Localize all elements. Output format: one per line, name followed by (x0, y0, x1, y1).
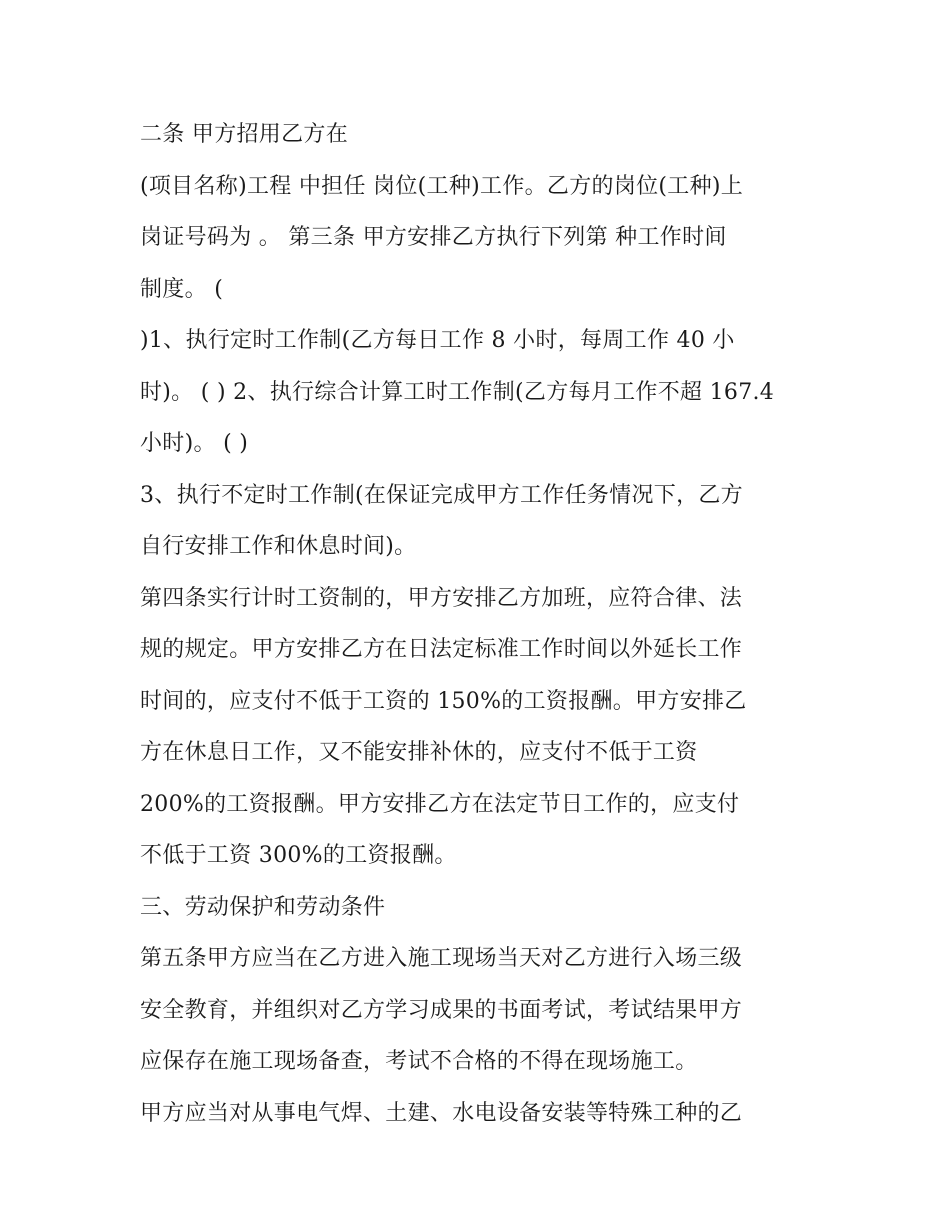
text-line: 3、执行不定时工作制(在保证完成甲方工作任务情况下，乙方 (140, 482, 743, 508)
text-line: 二条 甲方招用乙方在 (140, 122, 348, 147)
text-line: 200%的工资报酬。甲方安排乙方在法定节日工作的，应支付 (140, 791, 740, 817)
section-heading: 三、劳动保护和劳动条件 (140, 894, 386, 920)
text-line: 岗证号码为 。 第三条 甲方安排乙方执行下列第 种工作时间 (140, 225, 727, 250)
text-line: 甲方应当对从事电气焊、土建、水电设备安装等特殊工种的乙 (140, 1100, 743, 1126)
text-line: 时间的，应支付不低于工资的 150%的工资报酬。甲方安排乙 (140, 688, 747, 714)
text-line: 第四条实行计时工资制的，甲方安排乙方加班，应符合律、法 (140, 585, 743, 611)
text-line: 小时)。 ( ) (140, 431, 249, 456)
text-line: (项目名称)工程 中担任 岗位(工种)工作。乙方的岗位(工种)上 (140, 173, 744, 199)
text-line: 时)。 ( ) 2、执行综合计算工时工作制(乙方每月工作不超 167.4 (140, 379, 775, 405)
text-line: )1、执行定时工作制(乙方每日工作 8 小时，每周工作 40 小 (140, 328, 735, 353)
text-line: 第五条甲方应当在乙方进入施工现场当天对乙方进行入场三级 (140, 946, 743, 971)
text-line: 应保存在施工现场备查，考试不合格的不得在现场施工。 (140, 1049, 698, 1074)
document-page (140, 109, 820, 1139)
text-line: 方在休息日工作，又不能安排补休的，应支付不低于工资 (140, 740, 698, 765)
text-line: 自行安排工作和休息时间)。 (140, 534, 417, 559)
text-line: 制度。 ( (140, 276, 224, 302)
text-line: 规的规定。甲方安排乙方在日法定标准工作时间以外延长工作 (140, 637, 743, 662)
text-line: 不低于工资 300%的工资报酬。 (140, 843, 457, 868)
text-line: 安全教育，并组织对乙方学习成果的书面考试，考试结果甲方 (140, 997, 743, 1023)
